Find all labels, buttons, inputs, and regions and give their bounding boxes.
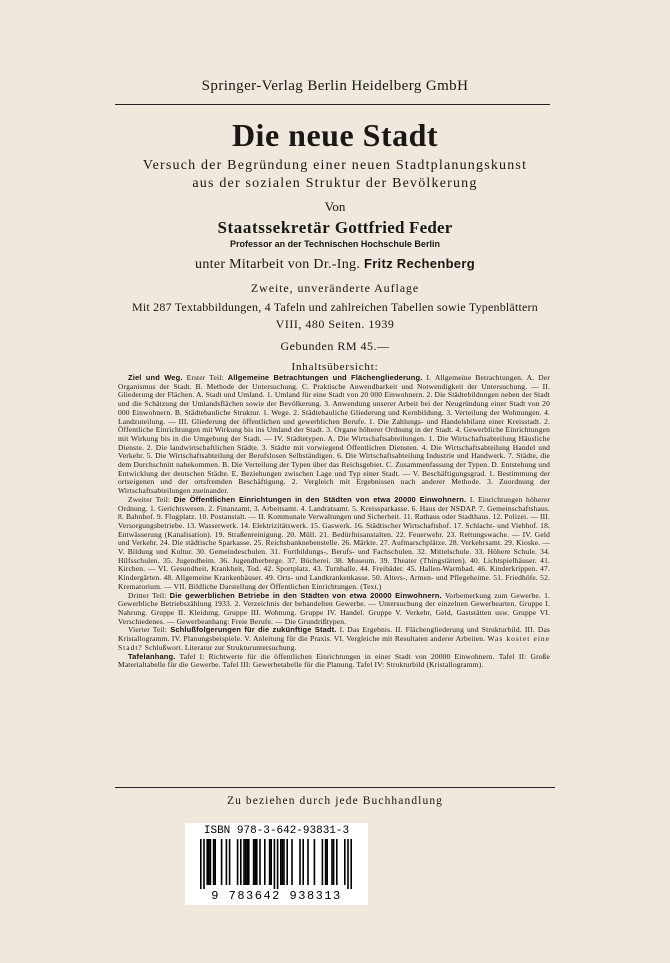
barcode-bar bbox=[203, 839, 205, 889]
barcode-bar bbox=[331, 839, 333, 885]
barcode-bar bbox=[270, 839, 272, 885]
barcode-bar bbox=[210, 839, 212, 885]
by-label: Von bbox=[324, 199, 346, 214]
barcode-bar bbox=[325, 839, 327, 885]
isbn-label: ISBN 978-3-642-93831-3 bbox=[203, 825, 350, 837]
barcode-bar bbox=[314, 839, 316, 885]
barcode-bar bbox=[280, 839, 282, 885]
barcode-bar bbox=[245, 839, 247, 885]
barcode-bar bbox=[264, 839, 266, 885]
barcode-bar bbox=[291, 839, 293, 885]
pages-year: VIII, 480 Seiten. 1939 bbox=[275, 317, 395, 331]
isbn-barcode bbox=[185, 823, 368, 905]
barcode-bar bbox=[208, 839, 210, 885]
publisher-name: Springer-Verlag Berlin Heidelberg GmbH bbox=[201, 78, 469, 94]
barcode-bar bbox=[344, 839, 346, 885]
illustrations-note: Mit 287 Textabbildungen, 4 Tafeln und zahlreichen Tabellen sowie Typenblättern bbox=[132, 300, 538, 314]
coauthor-line bbox=[0, 256, 670, 273]
barcode-bar bbox=[221, 839, 223, 885]
barcode-bar bbox=[326, 839, 328, 885]
table-of-contents bbox=[118, 374, 550, 670]
toc-part-4 bbox=[118, 626, 550, 652]
barcode-bar bbox=[269, 839, 271, 885]
barcode-bar bbox=[283, 839, 285, 885]
author-name: Gottfried Feder bbox=[334, 218, 453, 237]
footer-rule bbox=[115, 787, 555, 788]
toc-part-title: Allgemeine Betrachtungen und Flächengliederung. bbox=[227, 373, 423, 382]
barcode-bar bbox=[322, 839, 324, 885]
barcode-bar bbox=[307, 839, 309, 885]
toc-spaced-phrase: Was kostet eine Stadt? bbox=[118, 634, 550, 652]
author-prefix: Staatssekretär bbox=[217, 218, 331, 237]
toc-part-title: Schlußfolgerungen für die zukünftige Stadt. bbox=[170, 625, 337, 635]
barcode-bars bbox=[194, 839, 359, 889]
toc-part-3 bbox=[118, 592, 550, 627]
barcode-bar bbox=[237, 839, 239, 885]
barcode-bar bbox=[350, 839, 352, 889]
barcode-bar bbox=[246, 839, 248, 885]
header-rule bbox=[115, 104, 550, 105]
barcode-bar bbox=[254, 839, 256, 885]
price: Gebunden RM 45.— bbox=[280, 339, 390, 353]
distribution-note: Zu beziehen durch jede Buchhandlung bbox=[226, 795, 444, 807]
toc-part-body: I. Einrichtungen höherer Ordnung. 1. Gerichtswesen. 2. Finanzamt. 3. Arbeitsamt. 4. Landratsamt. 5. Kreissparkasse. 6. Haus der NSDAP. 7. Gemeinschaftshaus. 8. Bahnhof. 9. Flugplatz. 10. Postanstalt. — II. Kommunale Verwaltungen und Sicherheit. 11. Rathaus oder Stadthaus. 12. Polizei. — III. Versorgungsbetriebe. 13. Wasserwerk. 14. Elektrizitätswerk. 15. Gaswerk. 16. Städtischer Wirtschaftshof. 17. Schlacht- und Viehhof. 18. Entwässerung (Kanalisation). 19. Straßenreinigung. 20. Müll. 21. Bedürfnisanstalten. 22. Feuerwehr. 23. Rettungswache. — IV. Geld und Verkehr. 24. Die städtische Sparkasse. 25. Reichsbanknebenstelle. 26. Märkte. 27. Aufmarschplätze. 28. Verkehrsamt. 29. Kioske. — V. Bildung und Kultur. 30. Gemeindeschulen. 31. Fortbildungs-, Berufs- und Fachschulen. 32. Mittelschule. 33. Höhere Schule. 34. Hilfsschulen. 35. Jugendheim. 36. Jugendherberge. 37. Bücherei. 38. Museum. 39. Theater (Thingstätten). 40. Lichtspielhäuser. 41. Kirchen. — VI. Gesundheit, Krankheit, Tod. 42. Sportplatz. 43. Turnhalle. 44. Freibäder. 45. Hallen-Warmbad. 46. Kinderkrippen. 47. Kindergärten. 48. Allgemeine Krankenhäuser. 49. Orts- und Landkrankenkasse. 50. Alters-, Armen- und Pflegeheime. 51. Friedhöfe. 52. Krematorium. — VII. Bildliche Darstellung der Öffentlichen Einrichtungen. (Text.) bbox=[118, 494, 550, 591]
barcode-bar bbox=[282, 839, 284, 885]
toc-plates-head: Tafelanhang. bbox=[128, 651, 176, 661]
barcode-bar bbox=[286, 839, 288, 885]
toc-part-label: Zweiter Teil: bbox=[128, 494, 171, 504]
barcode-bar bbox=[240, 839, 242, 885]
book-title: Die neue Stadt bbox=[231, 117, 439, 153]
toc-part-body: I. Allgemeine Betrachtungen. A. Der Organismus der Stadt. B. Methode der Untersuchung. C. Praktische Anwendbarkeit und Notwendigkeit der Untersuchung. — II. Gliederung der Flächen. A. Stadt und Umland. 1. Umland für eine Stadt von 20 000 Einwohnern. 2. Die Städtebildungen neben der Stadt und die Schätzung der Umlandsflächen sowie der Bevölkerung. 3. Anwendung unserer Arbeit bei der Neugründung einer Stadt von 20 000 Einwohnern. B. Städtebauliche Struktur. 1. Wege. 2. Städtebauliche Gliederung und Kernbildung. 3. Verteilung der Wohnungen. 4. Landzuteilung. — III. Gliederung der öffentlichen und gewerblichen Berufe. 1. Die Zahlungs- und Handelsbilanz einer Kreisstadt. 2. Öffentliche Einrichtungen mit Wirkung bis ins Umland der Stadt. 3. Organe höherer Ordnung in der Stadt. 4. Gewerbliche Einrichtungen mit Wirkung bis in die Umgebung der Stadt. — IV. Städtetypen. A. Die Wirtschaftsabteilungen. 1. Die Wirtschaftsabteilung Häusliche Dienste. 2. Die landwirtschaftlichen Städte. 3. Städte mit vorwiegend Öffentlichen Diensten. 4. Die Wirtschaftsabteilung Handel und Verkehr. 5. Die Wirtschaftsabteilung der Berufslosen Selbständigen. 6. Die Wirtschaftsabteilung Industrie und Handwerk. 7. Städte, die dem Durchschnitt nahekommen. B. Die Verteilung der Typen über das Reichsgebiet. C. Zusammenfassung der Typen. D. Entstehung und Entwicklung der deutschen Städte. E. Beziehungen zwischen Lage und Typ einer Stadt. — V. Beschäftigungsgrad. 1. Bestimmung der ortseigenen und der ortsfremden Beschäftigung. 2. Vergleich mit Ergebnissen nach anderer Methode. 3. Zuordnung der Wirtschaftsabteilungen zueinander. bbox=[118, 373, 550, 496]
toc-part-title: Die Öffentlichen Einrichtungen in den Städten von etwa 20000 Einwohnern. bbox=[173, 494, 467, 504]
barcode-bar bbox=[256, 839, 258, 885]
edition-note: Zweite, unveränderte Auflage bbox=[250, 281, 420, 295]
barcode-bar bbox=[259, 839, 261, 885]
toc-intro-head: Ziel und Weg. bbox=[128, 373, 183, 382]
toc-part-1 bbox=[118, 374, 550, 496]
barcode-bar bbox=[206, 839, 208, 885]
author-line bbox=[0, 218, 670, 238]
barcode-bar bbox=[347, 839, 349, 889]
barcode-bar bbox=[200, 839, 202, 889]
barcode-bar bbox=[248, 839, 250, 885]
barcode-bar bbox=[213, 839, 215, 885]
book-subtitle-line1: Versuch der Begründung einer neuen Stadtplanungskunst bbox=[142, 158, 528, 173]
toc-part-label: Vierter Teil: bbox=[128, 625, 168, 635]
author-role: Professor an der Technischen Hochschule Berlin bbox=[230, 239, 440, 249]
toc-part-title: Die gewerblichen Betriebe in den Städten von etwa 20000 Einwohnern. bbox=[169, 590, 442, 600]
barcode-bar bbox=[274, 839, 276, 889]
toc-part-label: Dritter Teil: bbox=[128, 590, 167, 600]
barcode-bar bbox=[336, 839, 338, 885]
toc-part-2 bbox=[118, 496, 550, 592]
barcode-bar bbox=[214, 839, 216, 885]
toc-plates-body: Tafel I: Richtwerte für die öffentlichen Einrichtungen in einer Stadt von 20000 Einwohnern. Tafel II: Große Materialtabelle für die Gewerbe. Tafel III: Gewerbetabelle für die Planung. Tafel IV: Strukturbild (Kristallogramm). bbox=[118, 651, 550, 670]
ean-digits: 9 783642 938313 bbox=[211, 889, 342, 903]
barcode-bar bbox=[226, 839, 228, 885]
toc-part-body: I. Das Ergebnis. II. Flächengliederung und Strukturbild. III. Das Kristallogramm. IV. Planungsbeispiele. V. Anleitung für die Praxis. VI. Vergleiche mit Resultaten anderer Arbeiten. bbox=[118, 625, 551, 644]
barcode-bar bbox=[243, 839, 245, 885]
toc-part-tail: Schlußwort. Literatur zur Strukturuntersuchung. bbox=[144, 642, 297, 652]
toc-plates bbox=[118, 653, 550, 670]
barcode-bar bbox=[299, 839, 301, 885]
barcode-bar bbox=[302, 839, 304, 885]
barcode-bar bbox=[253, 839, 255, 885]
book-subtitle-line2: aus der sozialen Struktur der Bevölkerung bbox=[192, 176, 478, 191]
coauthor-name: Fritz Rechenberg bbox=[363, 256, 475, 271]
toc-part-body: Vorbemerkung zum Gewerbe. 1. Gewerbliche Betriebszählung 1933. 2. Verzeichnis der behandelten Gewerbe. — Untersuchung der einzelnen Gewerbearten. Gruppe I. Nahrung. Gruppe II. Kleidung. Gruppe III. Wohnung. Gruppe IV. Handel. Gruppe V. Verkehr, Geld, Gaststätten usw. Gruppe VI. Verschiedenes. — Gewerbeanhang: Freie Berufe. — Die Grundrißtypen. bbox=[118, 590, 551, 626]
toc-heading: Inhaltsübersicht: bbox=[291, 361, 379, 373]
barcode-bar bbox=[277, 839, 279, 889]
coauthor-prefix: unter Mitarbeit von Dr.-Ing. bbox=[195, 257, 361, 272]
barcode-bar bbox=[229, 839, 231, 885]
barcode-bar bbox=[333, 839, 335, 885]
toc-part-label: Erster Teil: bbox=[186, 373, 224, 382]
